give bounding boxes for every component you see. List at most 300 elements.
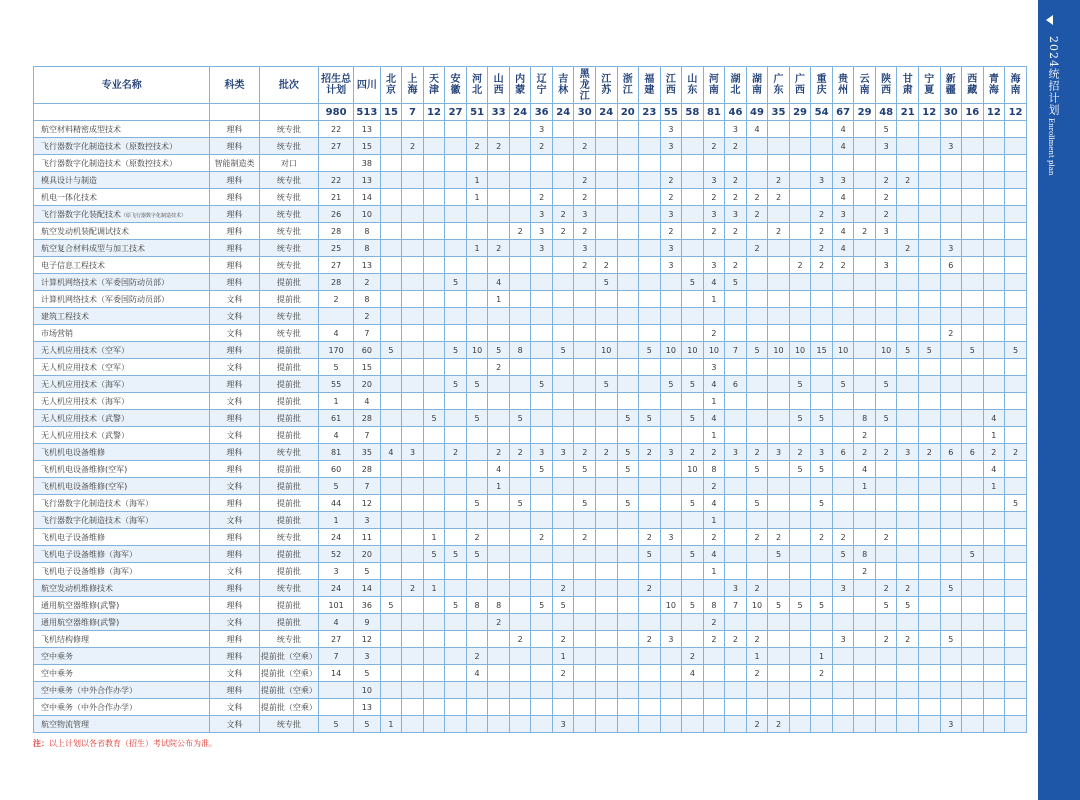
quota-cell [682, 121, 704, 138]
quota-cell: 3 [897, 444, 919, 461]
quota-cell: 4 [380, 444, 402, 461]
quota-cell [639, 376, 661, 393]
quota-cell [402, 597, 424, 614]
quota-cell [682, 138, 704, 155]
quota-cell [617, 206, 639, 223]
quota-cell [1005, 240, 1027, 257]
quota-cell [983, 546, 1005, 563]
quota-cell [466, 461, 488, 478]
total-cell: 21 [319, 189, 354, 206]
quota-cell [1005, 529, 1027, 546]
category-cell: 文科 [210, 614, 259, 631]
quota-cell [832, 495, 854, 512]
quota-cell [660, 648, 682, 665]
quota-cell [703, 648, 725, 665]
batch-cell: 提前批 [259, 478, 318, 495]
quota-cell [875, 546, 897, 563]
quota-cell [962, 512, 984, 529]
table-row [34, 206, 1027, 223]
quota-cell: 2 [811, 257, 833, 274]
major-name [34, 529, 210, 546]
table-row [34, 342, 1027, 359]
total-cell: 61 [319, 410, 354, 427]
quota-cell [854, 716, 876, 733]
quota-cell: 5 [354, 665, 381, 682]
footnote [33, 738, 217, 749]
quota-cell [682, 325, 704, 342]
quota-cell [574, 682, 596, 699]
quota-cell [918, 359, 940, 376]
table-row [34, 495, 1027, 512]
quota-cell [854, 342, 876, 359]
quota-cell [983, 240, 1005, 257]
quota-cell: 10 [660, 342, 682, 359]
batch-cell: 提前批（空乘） [259, 665, 318, 682]
total-cell: 5 [319, 478, 354, 495]
quota-cell [940, 206, 962, 223]
quota-cell [940, 393, 962, 410]
major-name [34, 308, 210, 325]
quota-cell [639, 512, 661, 529]
quota-cell: 5 [746, 461, 768, 478]
quota-cell [445, 189, 467, 206]
side-title: 2024统招计划 [1047, 36, 1060, 116]
major-name [34, 274, 210, 291]
quota-cell [488, 172, 510, 189]
total-province: 15 [380, 104, 402, 121]
quota-cell [660, 359, 682, 376]
quota-cell: 10 [682, 342, 704, 359]
quota-cell: 5 [509, 410, 531, 427]
quota-cell: 2 [725, 223, 747, 240]
quota-cell: 2 [811, 240, 833, 257]
quota-cell: 1 [703, 563, 725, 580]
quota-cell [531, 495, 553, 512]
quota-cell [552, 121, 574, 138]
major-name-text: 无人机应用技术（海军） [41, 396, 129, 406]
quota-cell: 4 [703, 546, 725, 563]
batch-cell: 统专批 [259, 631, 318, 648]
quota-cell [897, 478, 919, 495]
quota-cell [552, 529, 574, 546]
quota-cell: 5 [531, 376, 553, 393]
quota-cell [940, 308, 962, 325]
quota-cell [660, 682, 682, 699]
quota-cell [962, 563, 984, 580]
quota-cell: 2 [466, 138, 488, 155]
quota-cell [445, 716, 467, 733]
quota-cell [918, 614, 940, 631]
quota-cell [962, 206, 984, 223]
header-total: 招生总计划 [319, 67, 354, 104]
quota-cell [832, 597, 854, 614]
quota-cell [596, 682, 618, 699]
quota-cell [488, 223, 510, 240]
quota-cell: 3 [703, 257, 725, 274]
quota-cell [617, 529, 639, 546]
quota-cell [918, 308, 940, 325]
batch-cell: 统专批 [259, 325, 318, 342]
quota-cell [488, 580, 510, 597]
quota-cell: 2 [531, 189, 553, 206]
quota-cell [617, 223, 639, 240]
quota-cell: 4 [746, 121, 768, 138]
table-row [34, 512, 1027, 529]
quota-cell [596, 308, 618, 325]
quota-cell [574, 155, 596, 172]
quota-cell [488, 308, 510, 325]
quota-cell: 2 [596, 444, 618, 461]
quota-cell [660, 325, 682, 342]
quota-cell [962, 495, 984, 512]
major-name-text: 飞机机电设备维修 [41, 447, 105, 457]
quota-cell [983, 699, 1005, 716]
quota-cell [962, 121, 984, 138]
quota-cell [509, 393, 531, 410]
batch-cell: 提前批 [259, 342, 318, 359]
quota-cell [531, 716, 553, 733]
quota-cell [918, 376, 940, 393]
major-name [34, 546, 210, 563]
quota-cell [725, 359, 747, 376]
quota-cell [1005, 648, 1027, 665]
category-cell: 理科 [210, 410, 259, 427]
quota-cell [552, 461, 574, 478]
quota-cell [488, 155, 510, 172]
quota-cell [574, 699, 596, 716]
quota-cell: 10 [466, 342, 488, 359]
quota-cell [1005, 223, 1027, 240]
quota-cell: 2 [660, 172, 682, 189]
quota-cell [897, 495, 919, 512]
quota-cell: 2 [875, 206, 897, 223]
quota-cell [1005, 206, 1027, 223]
quota-cell [682, 206, 704, 223]
quota-cell [639, 478, 661, 495]
quota-cell [789, 325, 811, 342]
quota-cell: 2 [811, 223, 833, 240]
quota-cell [789, 121, 811, 138]
quota-cell: 2 [725, 172, 747, 189]
quota-cell: 5 [1005, 342, 1027, 359]
quota-cell [682, 478, 704, 495]
quota-cell [445, 682, 467, 699]
total-province: 12 [423, 104, 445, 121]
quota-cell [639, 206, 661, 223]
quota-cell [983, 342, 1005, 359]
quota-cell [445, 155, 467, 172]
quota-cell [1005, 478, 1027, 495]
quota-cell [423, 121, 445, 138]
quota-cell: 2 [875, 631, 897, 648]
quota-cell [682, 308, 704, 325]
quota-cell [682, 529, 704, 546]
quota-cell: 2 [875, 189, 897, 206]
quota-cell: 5 [445, 546, 467, 563]
quota-cell: 28 [354, 461, 381, 478]
quota-cell [768, 240, 790, 257]
total-cell: 52 [319, 546, 354, 563]
batch-cell: 统专批 [259, 308, 318, 325]
quota-cell: 5 [832, 546, 854, 563]
quota-cell [768, 478, 790, 495]
quota-cell [531, 614, 553, 631]
quota-cell [789, 274, 811, 291]
quota-cell: 5 [466, 376, 488, 393]
quota-cell: 5 [596, 274, 618, 291]
quota-cell [445, 257, 467, 274]
quota-cell [552, 410, 574, 427]
quota-cell [746, 138, 768, 155]
quota-cell [918, 546, 940, 563]
quota-cell [983, 529, 1005, 546]
quota-cell [423, 478, 445, 495]
quota-cell [617, 155, 639, 172]
quota-cell [596, 699, 618, 716]
quota-cell [918, 665, 940, 682]
back-arrow-icon[interactable] [1046, 15, 1053, 25]
quota-cell [725, 393, 747, 410]
quota-cell [832, 563, 854, 580]
batch-cell: 统专批 [259, 223, 318, 240]
quota-cell [531, 393, 553, 410]
quota-cell [552, 478, 574, 495]
quota-cell [725, 716, 747, 733]
quota-cell [596, 716, 618, 733]
batch-cell: 提前批 [259, 563, 318, 580]
quota-cell [552, 325, 574, 342]
quota-cell [746, 376, 768, 393]
major-name-text: 电子信息工程技术 [41, 260, 105, 270]
quota-cell [380, 563, 402, 580]
quota-cell [531, 512, 553, 529]
quota-cell [1005, 597, 1027, 614]
total-province: 21 [897, 104, 919, 121]
quota-cell: 2 [445, 444, 467, 461]
quota-cell [639, 495, 661, 512]
major-name [34, 342, 210, 359]
quota-cell [1005, 274, 1027, 291]
quota-cell [811, 512, 833, 529]
quota-cell [897, 512, 919, 529]
quota-cell: 2 [746, 716, 768, 733]
table-row [34, 121, 1027, 138]
quota-cell [768, 257, 790, 274]
quota-cell [402, 223, 424, 240]
header-province: 山东 [682, 67, 704, 104]
quota-cell [617, 393, 639, 410]
category-cell: 文科 [210, 325, 259, 342]
quota-cell: 3 [875, 257, 897, 274]
quota-cell [768, 563, 790, 580]
quota-cell [918, 172, 940, 189]
quota-cell [596, 155, 618, 172]
header-batch: 批次 [259, 67, 318, 104]
quota-cell [531, 410, 553, 427]
quota-cell [509, 308, 531, 325]
quota-cell [488, 206, 510, 223]
quota-cell [897, 410, 919, 427]
quota-cell [1005, 121, 1027, 138]
quota-cell: 5 [354, 716, 381, 733]
quota-cell: 2 [768, 529, 790, 546]
total-cell: 170 [319, 342, 354, 359]
quota-cell: 4 [983, 410, 1005, 427]
quota-cell [918, 597, 940, 614]
quota-cell [596, 597, 618, 614]
quota-cell: 13 [354, 257, 381, 274]
quota-cell [402, 291, 424, 308]
quota-cell: 2 [639, 529, 661, 546]
quota-cell [488, 631, 510, 648]
quota-cell [423, 138, 445, 155]
quota-cell [660, 393, 682, 410]
quota-cell [380, 359, 402, 376]
quota-cell [1005, 325, 1027, 342]
quota-cell [962, 138, 984, 155]
quota-cell [983, 291, 1005, 308]
quota-cell [725, 308, 747, 325]
quota-cell [466, 631, 488, 648]
quota-cell [1005, 427, 1027, 444]
quota-cell: 5 [811, 495, 833, 512]
category-cell: 文科 [210, 665, 259, 682]
batch-cell: 提前批（空乘） [259, 682, 318, 699]
total-cell: 7 [319, 648, 354, 665]
quota-cell [660, 512, 682, 529]
category-cell: 理科 [210, 444, 259, 461]
quota-cell [875, 359, 897, 376]
quota-cell [617, 682, 639, 699]
quota-cell: 2 [854, 563, 876, 580]
table-header-row [34, 67, 1027, 104]
quota-cell: 2 [854, 444, 876, 461]
quota-cell [897, 393, 919, 410]
quota-cell [682, 257, 704, 274]
quota-cell [768, 580, 790, 597]
quota-cell [617, 427, 639, 444]
quota-cell [596, 427, 618, 444]
quota-cell [832, 291, 854, 308]
quota-cell [811, 546, 833, 563]
quota-cell: 4 [832, 223, 854, 240]
quota-cell: 7 [354, 427, 381, 444]
quota-cell: 2 [402, 138, 424, 155]
quota-cell: 2 [768, 716, 790, 733]
quota-cell [445, 427, 467, 444]
quota-cell [552, 427, 574, 444]
quota-cell [897, 461, 919, 478]
quota-cell [897, 665, 919, 682]
total-cell: 28 [319, 223, 354, 240]
quota-cell: 2 [746, 240, 768, 257]
quota-cell [402, 427, 424, 444]
quota-cell [897, 359, 919, 376]
quota-cell [380, 665, 402, 682]
header-province: 海南 [1005, 67, 1027, 104]
quota-cell [509, 461, 531, 478]
quota-cell [1005, 257, 1027, 274]
quota-cell: 2 [660, 189, 682, 206]
quota-cell [811, 155, 833, 172]
quota-cell [897, 427, 919, 444]
quota-cell [639, 223, 661, 240]
major-name [34, 155, 210, 172]
quota-cell [768, 155, 790, 172]
quota-cell [509, 512, 531, 529]
quota-cell [832, 427, 854, 444]
quota-cell: 5 [531, 461, 553, 478]
quota-cell: 13 [354, 172, 381, 189]
quota-cell [983, 206, 1005, 223]
quota-cell: 5 [466, 410, 488, 427]
quota-cell [402, 648, 424, 665]
major-name-text: 市场营销 [41, 328, 73, 338]
quota-cell [703, 155, 725, 172]
batch-cell: 统专批 [259, 529, 318, 546]
quota-cell [811, 138, 833, 155]
quota-cell: 2 [466, 648, 488, 665]
quota-cell: 2 [402, 580, 424, 597]
quota-cell [854, 495, 876, 512]
quota-cell: 8 [509, 342, 531, 359]
total-cell: 27 [319, 257, 354, 274]
quota-cell [940, 529, 962, 546]
quota-cell [875, 325, 897, 342]
quota-cell [639, 308, 661, 325]
quota-cell [531, 665, 553, 682]
category-cell: 文科 [210, 308, 259, 325]
quota-cell: 20 [354, 376, 381, 393]
quota-cell [918, 427, 940, 444]
quota-cell [402, 189, 424, 206]
quota-cell [552, 376, 574, 393]
quota-cell [1005, 359, 1027, 376]
quota-cell: 5 [875, 376, 897, 393]
quota-cell [962, 308, 984, 325]
quota-cell: 5 [380, 597, 402, 614]
batch-cell: 提前批 [259, 410, 318, 427]
quota-cell [940, 427, 962, 444]
quota-cell [574, 410, 596, 427]
quota-cell [918, 393, 940, 410]
quota-cell: 10 [354, 206, 381, 223]
quota-cell [940, 376, 962, 393]
category-cell: 理科 [210, 546, 259, 563]
quota-cell [746, 223, 768, 240]
quota-cell [617, 325, 639, 342]
quota-cell [962, 699, 984, 716]
quota-cell: 4 [354, 393, 381, 410]
quota-cell [617, 138, 639, 155]
quota-cell [617, 597, 639, 614]
quota-cell: 10 [768, 342, 790, 359]
quota-cell [897, 291, 919, 308]
quota-cell [639, 189, 661, 206]
quota-cell [768, 274, 790, 291]
quota-cell: 2 [488, 614, 510, 631]
quota-cell [423, 376, 445, 393]
major-name [34, 682, 210, 699]
quota-cell [380, 223, 402, 240]
quota-cell [402, 410, 424, 427]
batch-cell: 提前批（空乘） [259, 699, 318, 716]
quota-cell [423, 223, 445, 240]
category-cell: 理科 [210, 240, 259, 257]
quota-cell [380, 529, 402, 546]
quota-cell [574, 648, 596, 665]
major-name-text: 无人机应用技术（海军） [41, 379, 129, 389]
